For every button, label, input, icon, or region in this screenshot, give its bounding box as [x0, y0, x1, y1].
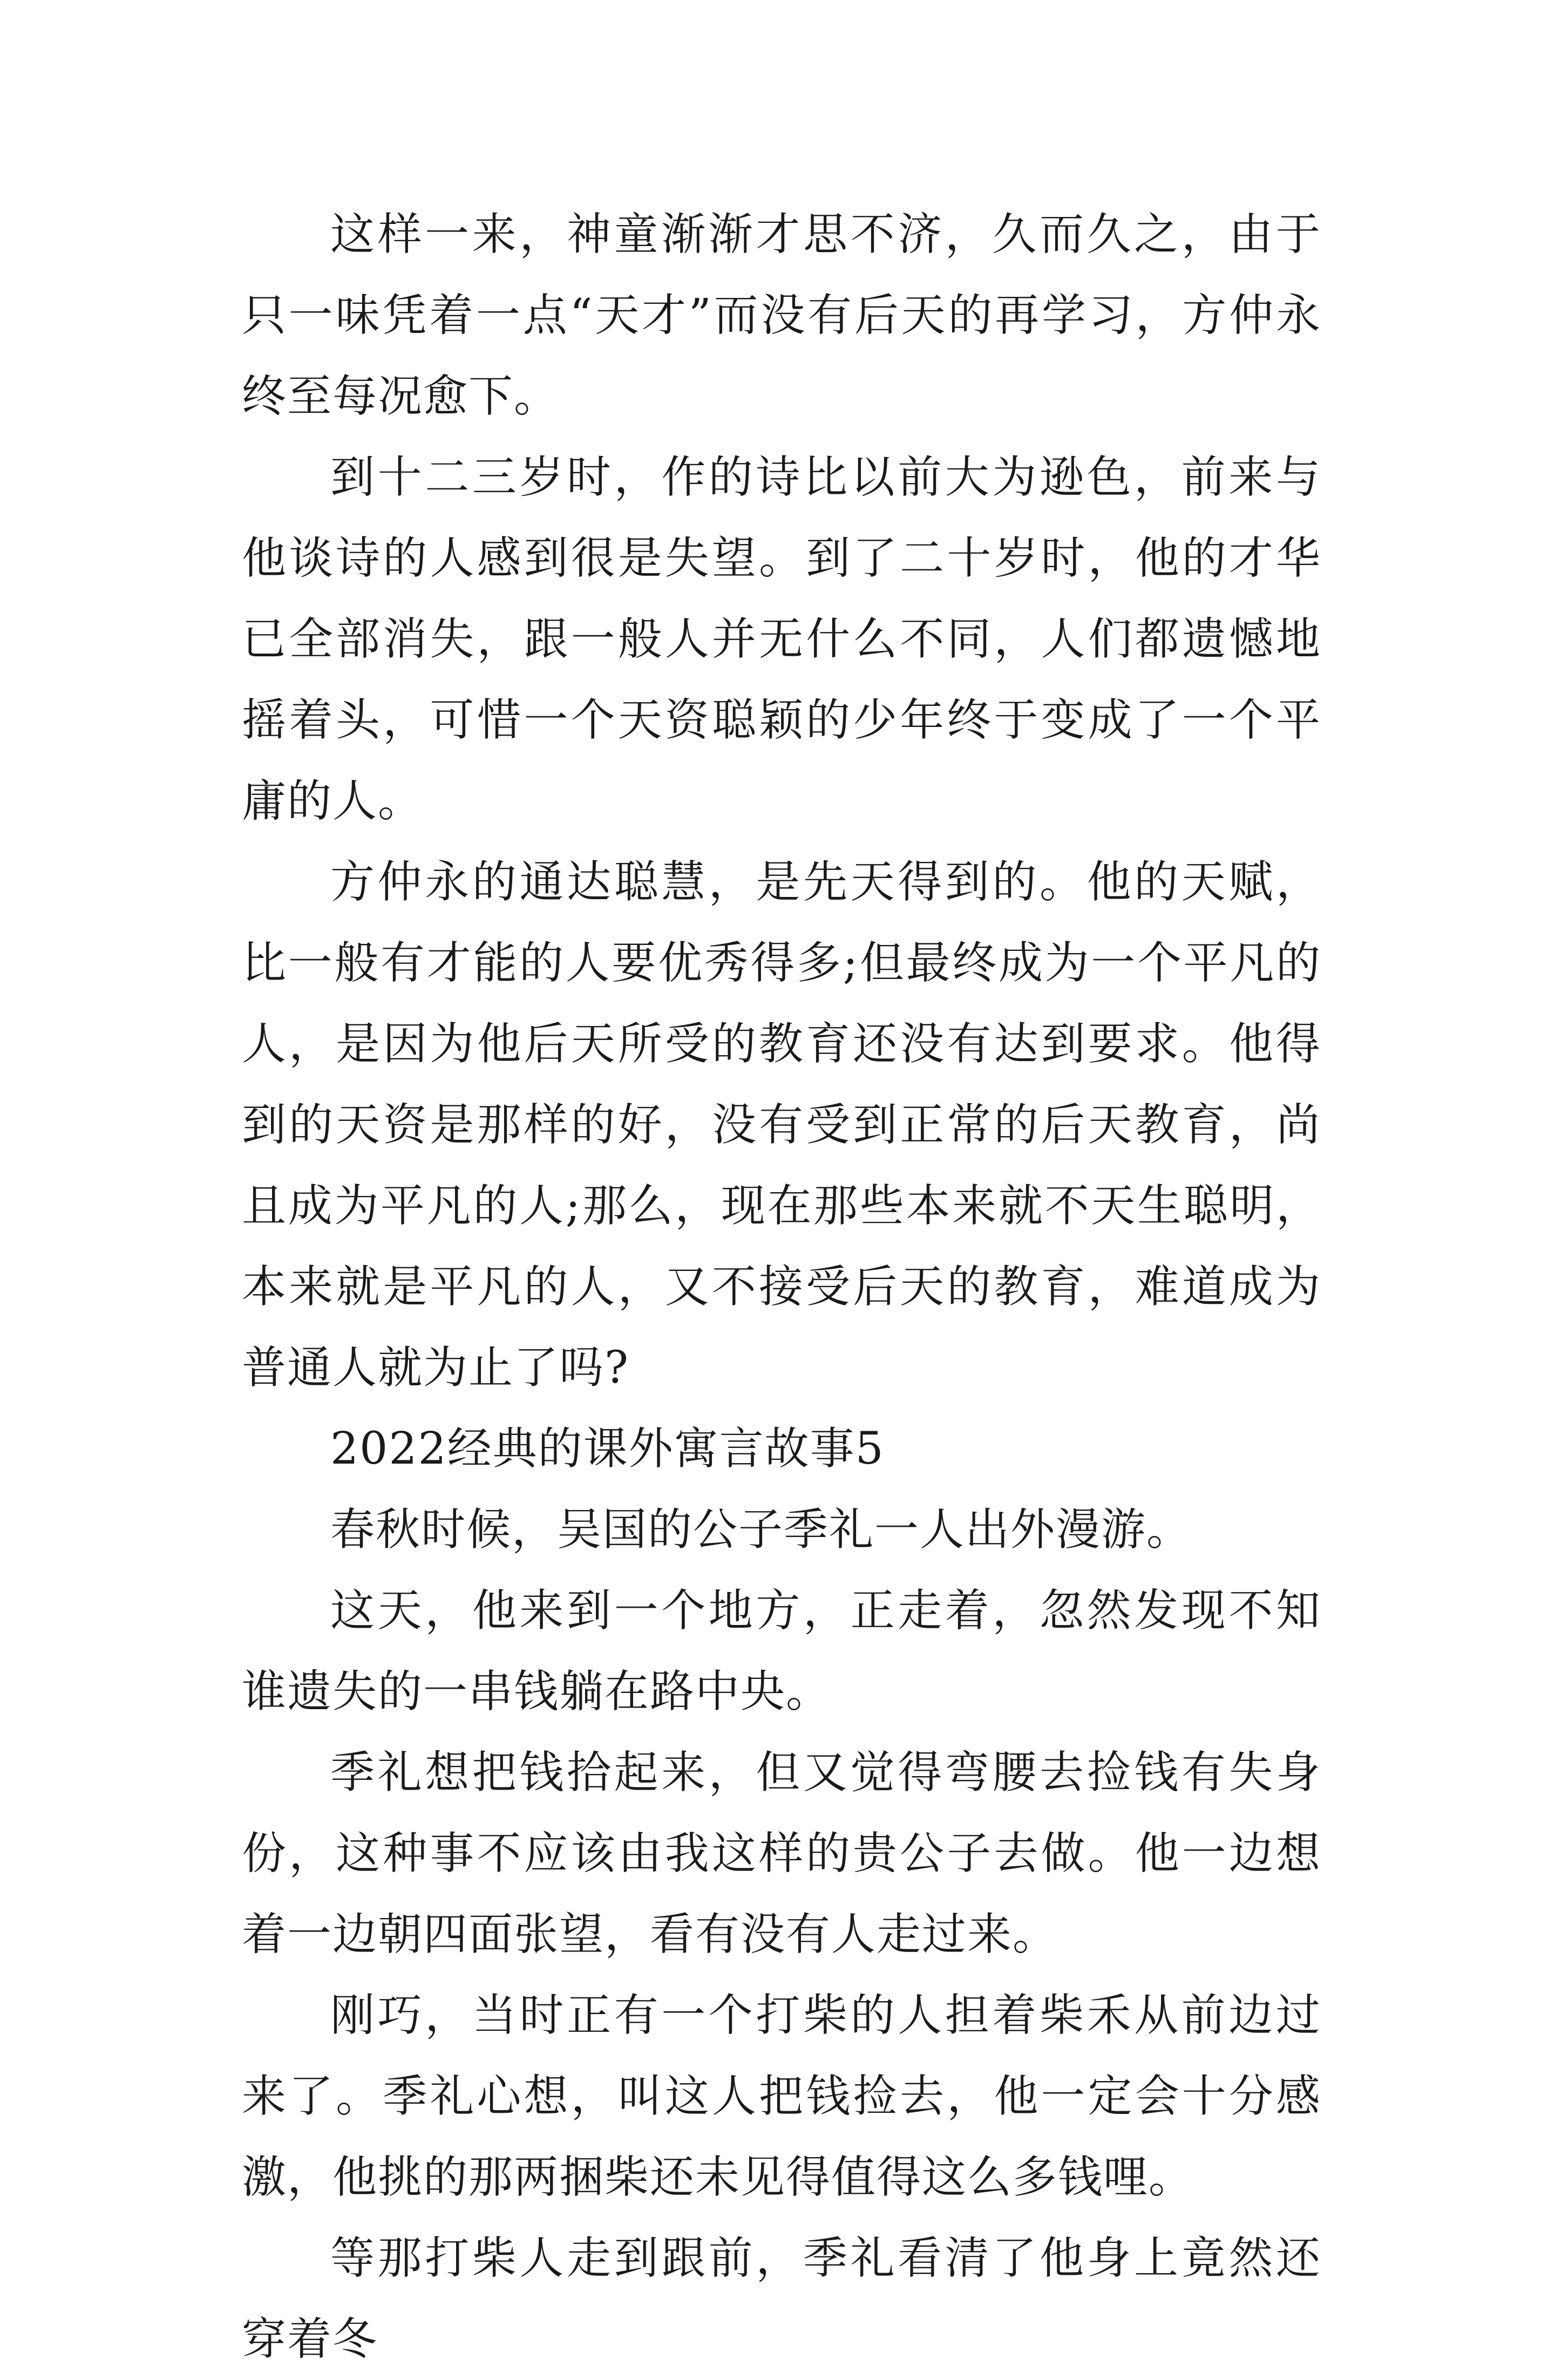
- paragraph: 春秋时候，吴国的公子季礼一人出外漫游。: [330, 1504, 1192, 1555]
- paragraph: 这样一来，神童渐渐才思不济，久而久之，由于只一味凭着一点“天才”而没有后天的再学习，方仲永终至每况愈下。: [242, 209, 1321, 422]
- document-body: [242, 194, 1321, 2380]
- paragraph: 等那打柴人走到跟前，季礼看清了他身上竟然还穿着冬: [242, 2233, 1321, 2365]
- paragraph: 方仲永的通达聪慧，是先天得到的。他的天赋，比一般有才能的人要优秀得多;但最终成为一个平凡的人，是因为他后天所受的教育还没有达到要求。他得到的天资是那样的好，没有受到正常的后天教育，尚且成为平凡的人;那么，现在那些本来就不天生聪明，本来就是平凡的人，又不接受后天的教育，难道成为普通人就为止了吗?: [242, 856, 1321, 1393]
- paragraph: 季礼想把钱拾起来，但又觉得弯腰去捡钱有失身份，这种事不应该由我这样的贵公子去做。他一边想着一边朝四面张望，看有没有人走过来。: [242, 1747, 1321, 1960]
- paragraph: 到十二三岁时，作的诗比以前大为逊色，前来与他谈诗的人感到很是失望。到了二十岁时，他的才华已全部消失，跟一般人并无什么不同，人们都遗憾地摇着头，可惜一个天资聪颖的少年终于变成了一个平庸的人。: [242, 452, 1321, 827]
- paragraph: 这天，他来到一个地方，正走着，忽然发现不知谁遗失的一串钱躺在路中央。: [242, 1585, 1321, 1717]
- section-heading: 2022经典的课外寓言故事5: [330, 1423, 885, 1474]
- paragraph: 刚巧，当时正有一个打柴的人担着柴禾从前边过来了。季礼心想，叫这人把钱捡去，他一定会十分感激，他挑的那两捆柴还未见得值得这么多钱哩。: [242, 1990, 1321, 2203]
